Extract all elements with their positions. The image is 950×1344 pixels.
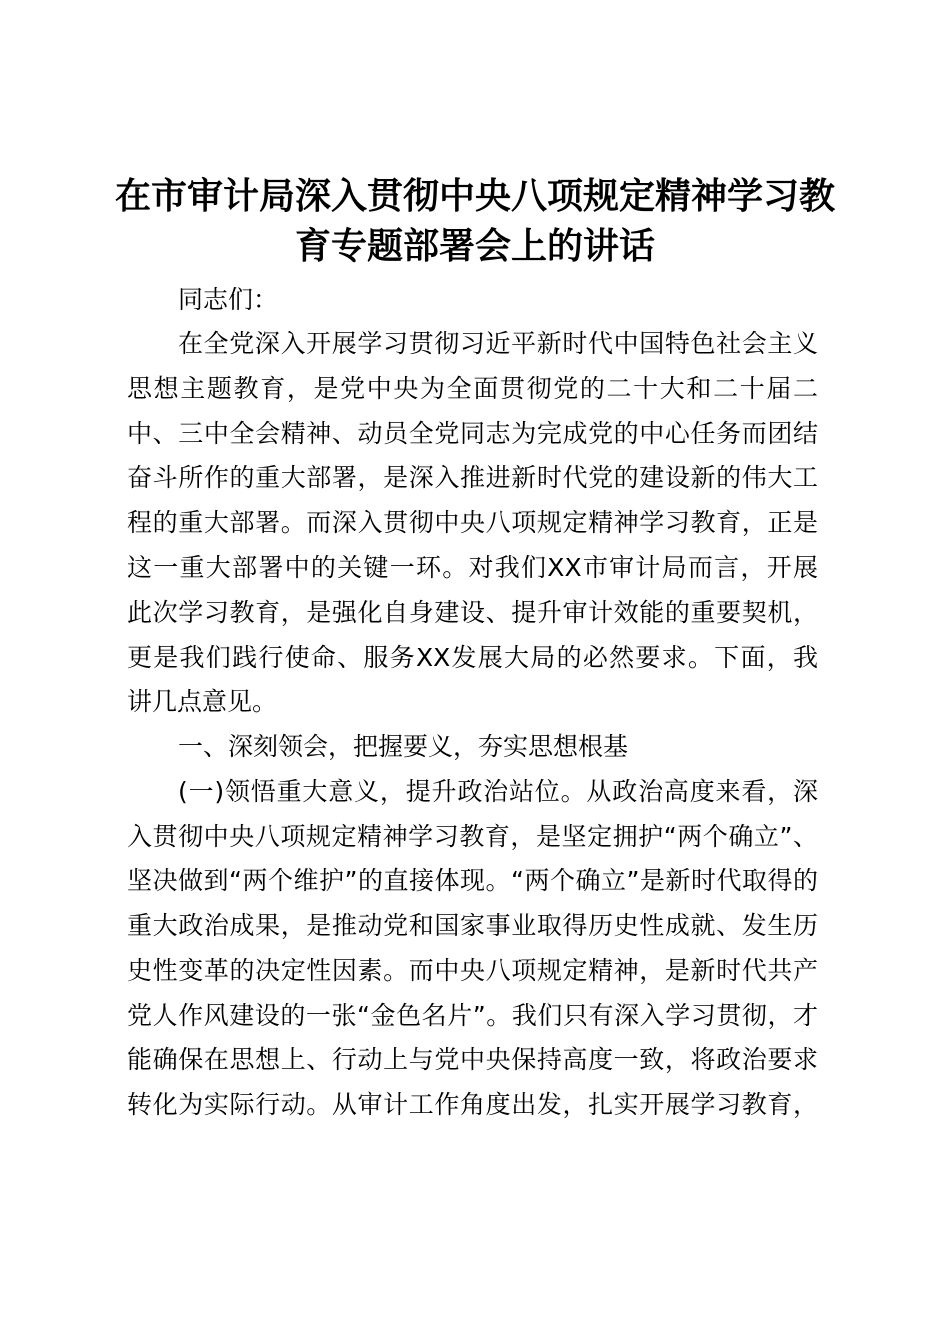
paragraph-1-line-9: 讲几点意见。 (127, 687, 278, 716)
section-heading-1: 一、深刻领会，把握要义，夯实思想根基 (178, 732, 629, 761)
paragraph-2-line-1: (一)领悟重大意义，提升政治站位。从政治高度来看，深 (178, 777, 818, 806)
paragraph-2-line-7: 能确保在思想上、行动上与党中央保持高度一致，将政治要求 (127, 1045, 818, 1074)
salutation: 同志们： (178, 285, 279, 314)
paragraph-2-line-5: 史性变革的决定性因素。而中央八项规定精神，是新时代共产 (127, 956, 818, 985)
paragraph-1-line-3: 中、三中全会精神、动员全党同志为完成党的中心任务而团结 (127, 419, 818, 448)
paragraph-1-line-2: 思想主题教育，是党中央为全面贯彻党的二十大和二十届二 (127, 374, 818, 403)
paragraph-2-line-2: 入贯彻中央八项规定精神学习教育，是坚定拥护“两个确立”、 (127, 822, 818, 851)
paragraph-2-line-4: 重大政治成果，是推动党和国家事业取得历史性成就、发生历 (127, 911, 818, 940)
paragraph-1-line-7: 此次学习教育，是强化自身建设、提升审计效能的重要契机， (127, 598, 818, 627)
paragraph-2-line-3: 坚决做到“两个维护”的直接体现。“两个确立”是新时代取得的 (127, 866, 818, 895)
paragraph-2-line-8: 转化为实际行动。从审计工作角度出发，扎实开展学习教育， (127, 1090, 818, 1119)
paragraph-1-line-5: 程的重大部署。而深入贯彻中央八项规定精神学习教育，正是 (127, 508, 818, 537)
title-line-1: 在市审计局深入贯彻中央八项规定精神学习教 (114, 176, 835, 217)
paragraph-1-line-8: 更是我们践行使命、服务XX发展大局的必然要求。下面，我 (127, 643, 818, 672)
paragraph-1-line-1: 在全党深入开展学习贯彻习近平新时代中国特色社会主义 (178, 329, 818, 358)
title-line-2: 育专题部署会上的讲话 (294, 226, 655, 267)
paragraph-1-line-4: 奋斗所作的重大部署，是深入推进新时代党的建设新的伟大工 (127, 463, 818, 492)
paragraph-1-line-6: 这一重大部署中的关键一环。对我们XX市审计局而言，开展 (127, 553, 818, 582)
paragraph-2-line-6: 党人作风建设的一张“金色名片”。我们只有深入学习贯彻，才 (127, 1001, 818, 1030)
